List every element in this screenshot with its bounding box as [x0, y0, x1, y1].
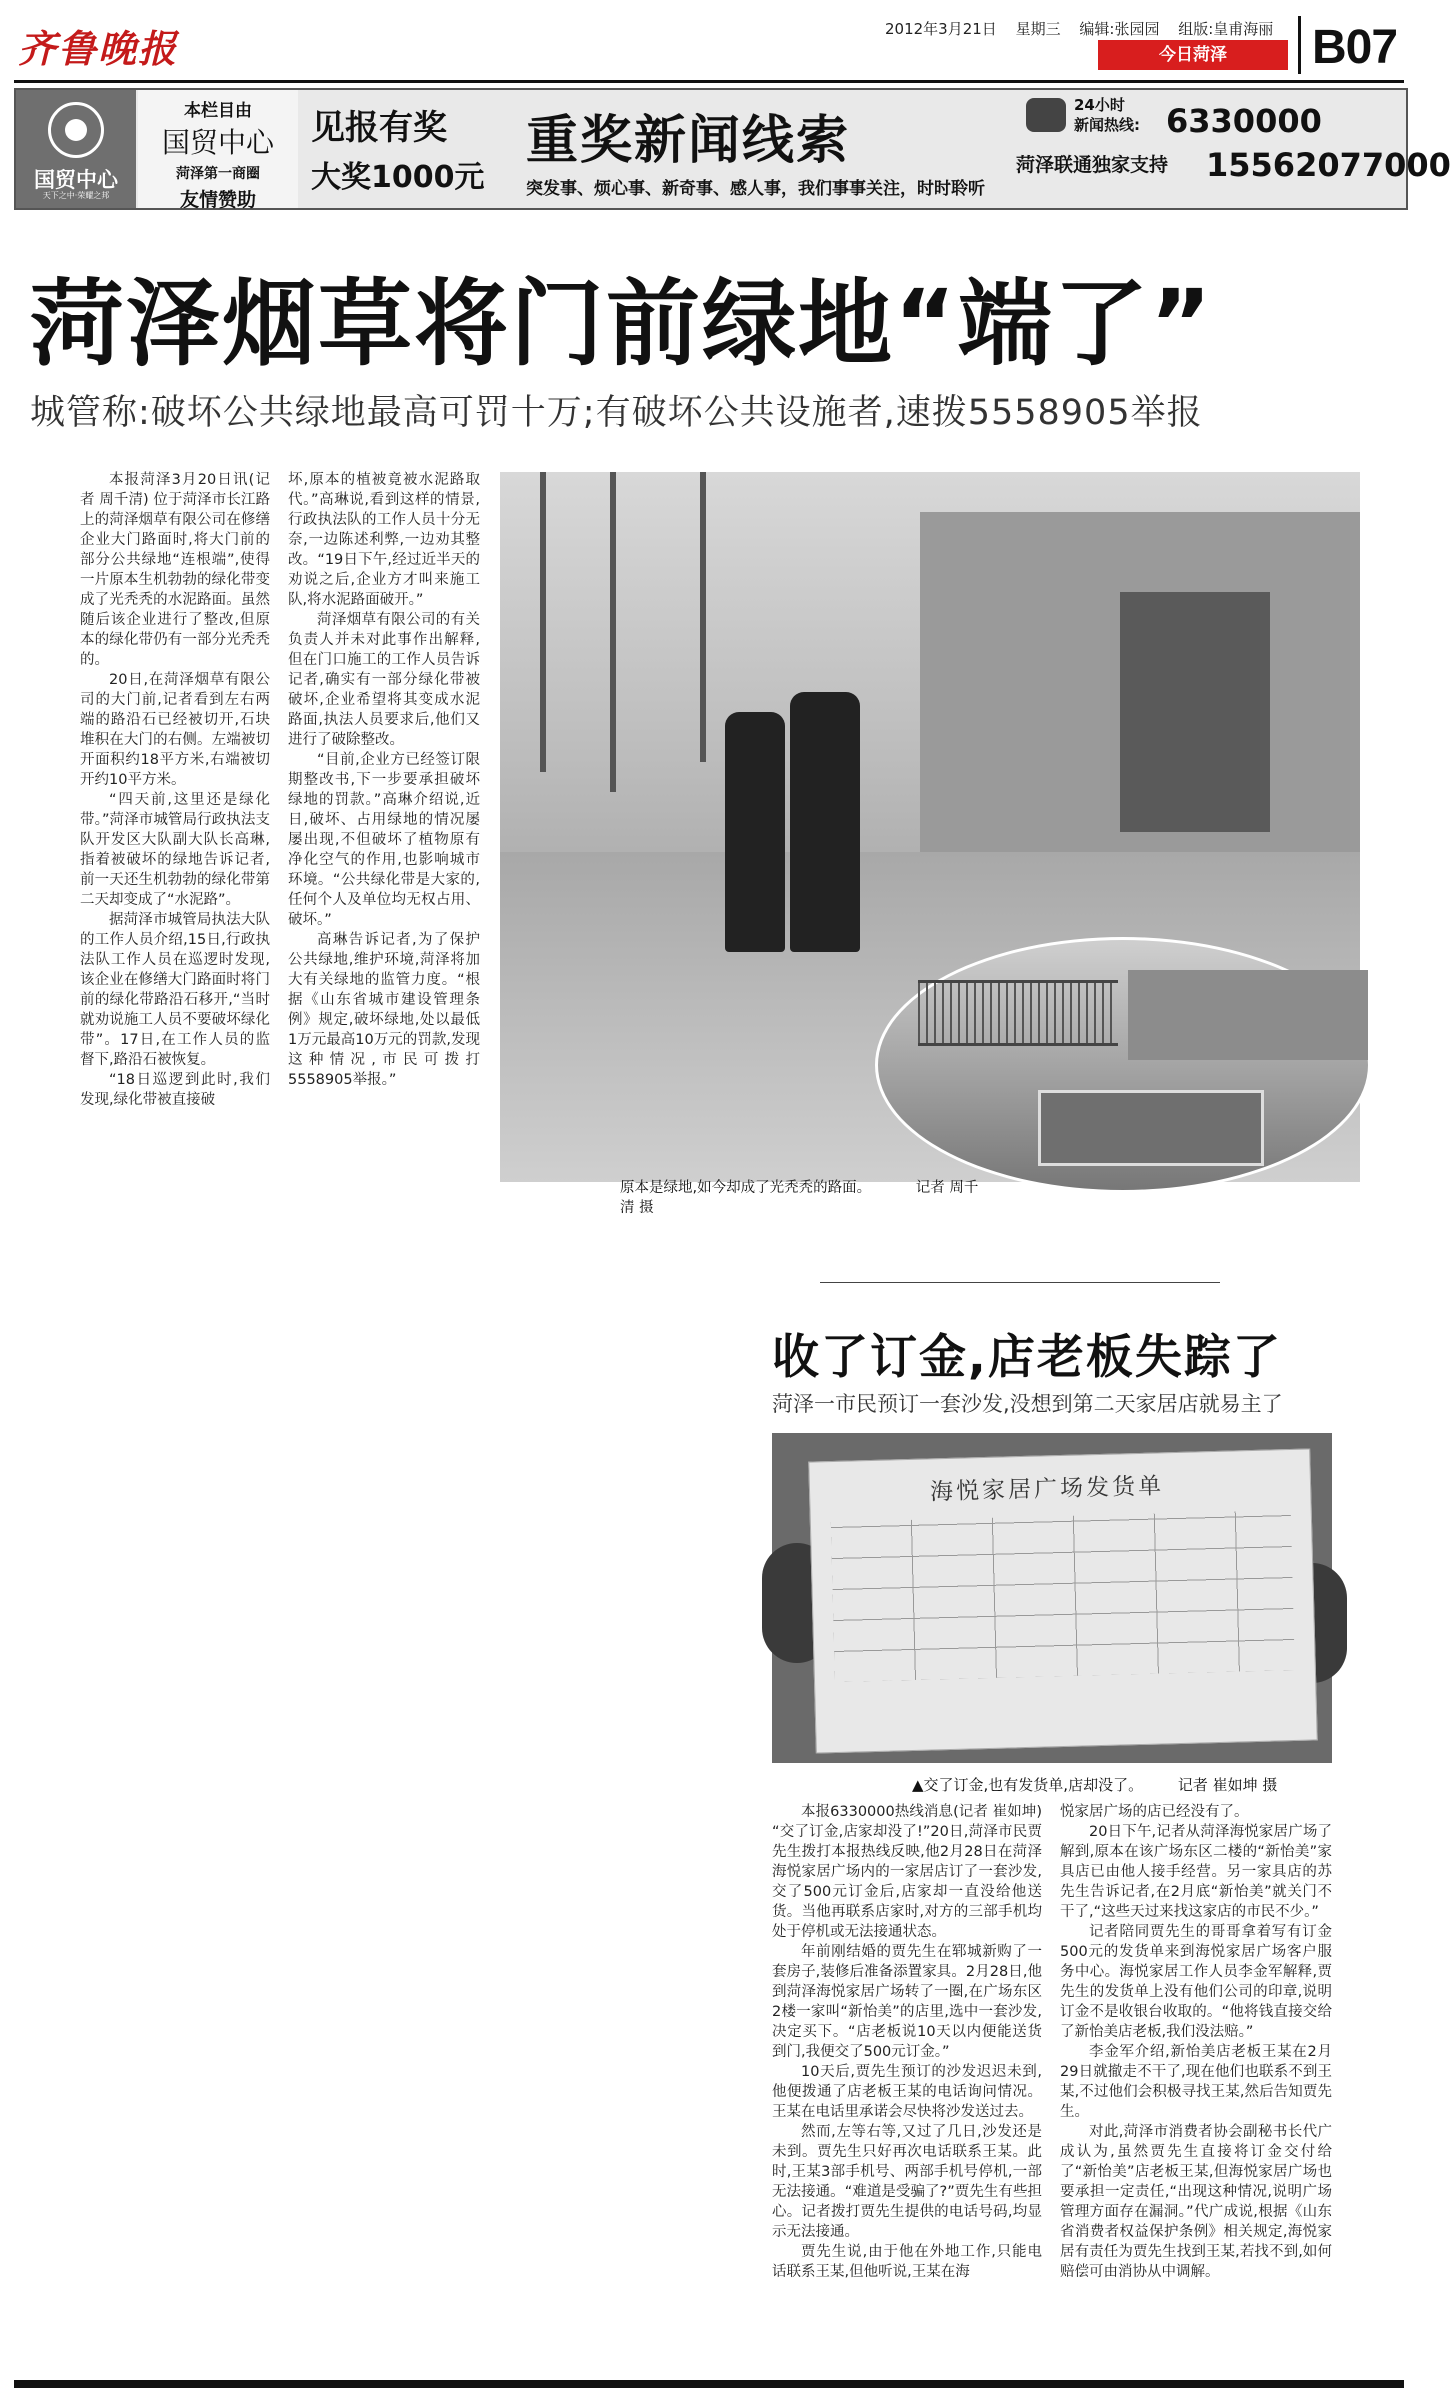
paragraph: 本报菏泽3月20日讯(记者 周千清) 位于菏泽市长江路上的菏泽烟草有限公司在修缮企业大门路面时,将大门前的部分公共绿地“连根端”,使得一片原本生机勃勃的绿化带变成了光秃秃的水泥路面。虽然随后该企业进行了整改,但原本的绿化带仍有一部分光秃秃的。 — [80, 472, 270, 668]
article2-column-1 — [772, 1802, 1042, 2282]
article1-caption — [620, 1178, 990, 1218]
gate-shape — [918, 980, 1118, 1046]
slip-grid — [831, 1510, 1295, 1682]
issue-layout: 组版:皇甫海丽 — [1178, 20, 1274, 38]
paragraph: “目前,企业方已经签订限期整改书,下一步要承担破坏绿地的罚款。”高琳介绍说,近日,破坏、占用绿地的情况屡屡出现,不但破坏了植物原有净化空气的作用,也影响城市环境。“公共绿化带是大家的,任何个人及单位均无权占用、破坏。” — [288, 752, 480, 928]
caption-text: 原本是绿地,如今却成了光秃秃的路面。 — [620, 1180, 872, 1196]
page-number: B07 — [1312, 21, 1398, 74]
paragraph: 本报6330000热线消息(记者 崔如坤) “交了订金,店家却没了!”20日,菏泽市民贾先生拨打本报热线反映,他2月28日在菏泽海悦家居广场内的一家居店订了一套沙发,交了500元订金后,店家却一直没给他送货。当他再联系店家时,对方的三部手机均处于停机或无法接通状态。 — [772, 1804, 1042, 1940]
paragraph: “四天前,这里还是绿化带。”菏泽市城管局行政执法支队开发区大队副大队长高琳,指着被破坏的绿地告诉记者,前一天还生机勃勃的绿化带第二天却变成了“水泥路”。 — [80, 792, 270, 908]
article1-column-1 — [80, 470, 270, 1110]
ad-prize — [301, 90, 511, 208]
article2-column-2 — [1060, 1802, 1332, 2282]
caption-credit: 记者 周千清 摄 — [620, 1180, 979, 1216]
paragraph: 坏,原本的植被竟被水泥路取代。”高琳说,看到这样的情景,行政执法队的工作人员十分无奈,一边陈述利弊,一边劝其整改。“19日下午,经过近半天的劝说之后,企业方才叫来施工队,将水泥路面破开。” — [288, 472, 480, 608]
paragraph: 高琳告诉记者,为了保护公共绿地,维护环境,菏泽将加大有关绿地的监管力度。“根据《山东省城市建设管理条例》规定,破坏绿地,处以最低1万元最高10万元的罚款,发现这种情况,市民可拨打5558905举报。” — [288, 932, 480, 1088]
paragraph: 年前刚结婚的贾先生在郓城新购了一套房子,装修后准备添置家具。2月28日,他到菏泽海悦家居广场转了一圈,在广场东区2楼一家叫“新怡美”的店里,选中一套沙发,决定买下。“店老板说10天以内便能送货到门,我便交了500元订金。” — [772, 1944, 1042, 2060]
sponsor-line2: 菏泽第一商圈 — [176, 166, 260, 182]
caption-text: ▲交了订金,也有发货单,店却没了。 — [912, 1776, 1144, 1794]
sponsor-line3: 友情赞助 — [179, 189, 256, 211]
masthead-logo: 齐鲁晚报 — [18, 26, 179, 71]
article1-headline: 菏泽烟草将门前绿地“端了” — [30, 270, 1214, 379]
issue-date: 2012年3月21日 — [885, 20, 997, 38]
inset-photo — [875, 937, 1371, 1193]
delivery-slip — [808, 1448, 1317, 1753]
paragraph: 对此,菏泽市消费者协会副秘书长代广成认为,虽然贾先生直接将订金交付给了“新怡美”店老板王某,但海悦家居广场也要承担一定责任,“出现这种情况,说明广场管理方面存在漏洞。”代广成说,根据《山东省消费者权益保护条例》相关规定,海悦家居有责任为贾先生找到王某,若找不到,如何赔偿可由消协从中调解。 — [1060, 2124, 1332, 2280]
article2-photo — [772, 1433, 1332, 1763]
ad-hotline — [1016, 90, 1451, 208]
ad-main-title: 重奖新闻线索 — [526, 111, 851, 171]
paragraph: 然而,左等右等,又过了几日,沙发还是未到。贾先生只好再次电话联系王某。此时,王某3部手机号、两部手机号停机,一部无法接通。“难道是受骗了?”贾先生有些担心。记者拨打贾先生提供的电话号码,均显示无法接通。 — [772, 2124, 1042, 2240]
article1-column-2 — [288, 470, 480, 1090]
paragraph: 记者陪同贾先生的哥哥拿着写有订金500元的发货单来到海悦家居广场客户服务中心。海悦家居工作人员李金军解释,贾先生的发货单上没有他们公司的印章,说明订金不是收银台收取的。“他将钱直接交给了新怡美店老板,我们没法赔。” — [1060, 1924, 1332, 2040]
paragraph: 菏泽烟草有限公司的有关负责人并未对此事作出解释,但在门口施工的工作人员告诉记者,确实有一部分绿化带被破坏,企业希望将其变成水泥路面,执法人员要求后,他们又进行了破除整改。 — [288, 612, 480, 748]
flower-logo-icon — [48, 102, 104, 158]
tree-shape — [540, 472, 546, 772]
paragraph: 20日下午,记者从菏泽海悦家居广场了解到,原本在该广场东区二楼的“新怡美”家具店已由他人接手经营。另一家具店的苏先生告诉记者,在2月底“新怡美”就关门不干了,“这些天过来找这家店的市民不少。” — [1060, 1824, 1332, 1920]
doorway-shape — [1120, 592, 1270, 832]
ad-main — [516, 90, 1016, 208]
ad-logo-slogan: 天下之中·荣耀之邦 — [42, 191, 110, 200]
article2-caption — [912, 1774, 1277, 1795]
ad-logo — [16, 90, 136, 208]
article1-photo — [500, 472, 1360, 1182]
hotline-label: 新闻热线: — [1074, 116, 1140, 134]
tree-shape — [610, 472, 616, 792]
soil-bed-shape — [1038, 1090, 1264, 1166]
mobile-number: 15562077000 — [1206, 146, 1451, 184]
paragraph: “18日巡逻到此时,我们发现,绿化带被直接破 — [80, 1072, 270, 1108]
paragraph: 10天后,贾先生预订的沙发迟迟未到,他便拨通了店老板王某的电话询问情况。王某在电话里承诺会尽快将沙发送过去。 — [772, 2064, 1042, 2120]
article1-subhead: 城管称:破坏公共绿地最高可罚十万;有破坏公共设施者,速拨5558905举报 — [30, 393, 1203, 433]
sponsor-name: 国贸中心 — [161, 126, 274, 159]
prize-line2: 大奖1000元 — [311, 160, 485, 195]
issue-editor: 编辑:张园园 — [1079, 20, 1160, 38]
paragraph: 贾先生说,由于他在外地工作,只能电话联系王某,但他听说,王某在海 — [772, 2244, 1042, 2280]
paragraph: 悦家居广场的店已经没有了。 — [1060, 1804, 1249, 1820]
ad-main-sub: 突发事、烦心事、新奇事、感人事，我们事事关注，时时聆听 — [526, 179, 985, 199]
caption-credit: 记者 崔如坤 摄 — [1177, 1776, 1278, 1794]
ad-logo-name: 国贸中心 — [34, 168, 118, 192]
prize-line1: 见报有奖 — [311, 108, 447, 148]
person-shape — [725, 712, 785, 952]
person-shape — [790, 692, 860, 952]
hotline-support: 菏泽联通独家支持 — [1016, 154, 1169, 176]
article2-headline: 收了订金,店老板失踪了 — [772, 1330, 1282, 1385]
paragraph: 20日,在菏泽烟草有限公司的大门前,记者看到左右两端的路沿石已经被切开,石块堆积在大门的右侧。左端被切开面积约18平方米,右端被切开约10平方米。 — [80, 672, 270, 788]
section-tab: 今日菏泽 — [1098, 40, 1288, 70]
telephone-icon — [1026, 98, 1066, 132]
paragraph: 据菏泽市城管局执法大队的工作人员介绍,15日,行政执法队工作人员在巡逻时发现,该企业在修缮大门路面时将门前的绿化带路沿石移开,“当时就劝说施工人员不要破坏绿化带”。17日,在工作人员的监督下,路沿石被恢复。 — [80, 912, 270, 1068]
hotline-24h: 24小时 — [1074, 96, 1125, 114]
article-divider — [820, 1282, 1220, 1283]
header-divider — [1298, 16, 1301, 74]
slip-title: 海悦家居广场发货单 — [929, 1473, 1165, 1506]
hotline-number: 6330000 — [1166, 102, 1322, 140]
issue-weekday: 星期三 — [1015, 20, 1061, 38]
paragraph: 李金军介绍,新怡美店老板王某在2月29日就撤走不干了,现在他们也联系不到王某,不过他们会积极寻找王某,然后告知贾先生。 — [1060, 2044, 1332, 2120]
ad-sponsor — [138, 90, 298, 211]
wall-shape — [1128, 970, 1368, 1060]
sponsor-line1: 本栏目由 — [184, 101, 252, 121]
ad-banner — [14, 88, 1451, 211]
tree-shape — [700, 472, 706, 762]
issue-meta — [885, 18, 1287, 39]
article2-subhead: 菏泽一市民预订一套沙发,没想到第二天家居店就易主了 — [772, 1392, 1283, 1416]
footer-rule — [14, 2380, 1404, 2388]
header-rule — [14, 80, 1404, 83]
